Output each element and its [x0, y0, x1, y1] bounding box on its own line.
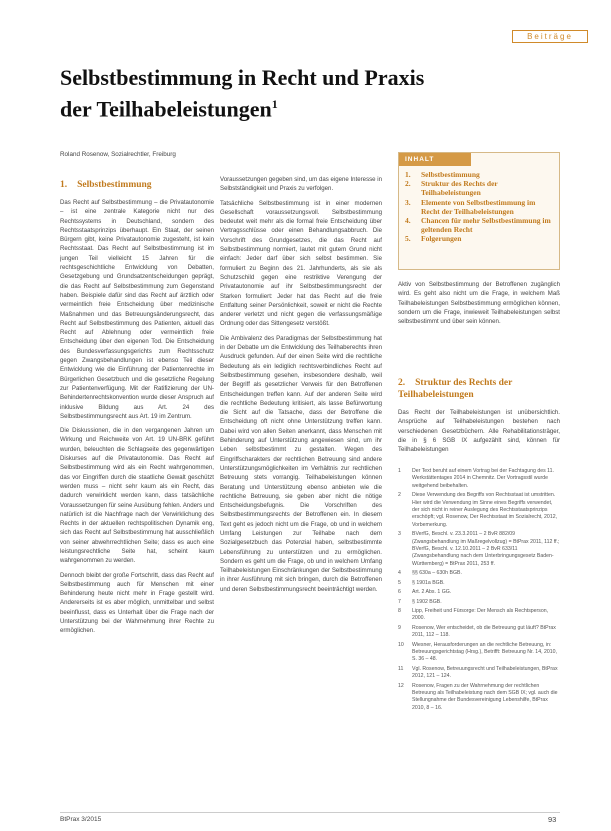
footnote — [398, 531, 560, 568]
toc-item-number: 5. — [405, 234, 411, 244]
footnote-number: 7 — [398, 598, 401, 605]
column-3-lower — [398, 408, 560, 468]
section-2-heading — [398, 377, 558, 401]
footnotes — [398, 468, 560, 813]
toc-item[interactable] — [405, 170, 553, 179]
footnote-number: 12 — [398, 682, 404, 689]
footnote — [398, 468, 560, 490]
footnote-number: 9 — [398, 624, 401, 631]
toc-item-number: 2. — [405, 179, 411, 189]
toc-item-text: Selbstbestimmung — [421, 170, 480, 179]
title-line-1: Selbstbestimmung in Recht und Praxis — [60, 65, 425, 90]
col3-paragraph-1: Aktiv von Selbstbestimmung der Betroffenen zugänglich wird. Es geht also nicht um die Frage, in welchem Maß Teilhabeleistungen Selbstbestimmung ermöglichen können, sondern um die Frage, inwieweit Teilhabeleistungen selbst selbstbestimmt und über sein können. — [398, 281, 560, 326]
toc-label: INHALT — [399, 153, 471, 166]
footnote-number: 11 — [398, 665, 404, 672]
footnote-text: Art. 2 Abs. 1 GG. — [412, 589, 452, 596]
author-line: Roland Rosenow, Sozialrechtler, Freiburg — [60, 151, 176, 158]
footnote-number: 2 — [398, 492, 401, 499]
section-1-heading — [60, 180, 152, 190]
col2-paragraph-2: Tatsächliche Selbstbestimmung ist in einer modernen Gesellschaft voraussetzungsvoll. Selbstbestimmung bedeutet weit mehr als die formal freie Entscheidung über Vertragsschlüsse oder einen Behandlungsabbruch. Die Vorschrift des Grundgesetzes, die das Recht auf Selbstbestimmung normiert, lautet mit gutem Grund nicht einfach: Jeder darf über sich selbst bestimmen. Sie formuliert zu Beginn des 21. Jahrhunderts, als sie als Schutzschild gegen eine restriktive Verengung der Privatautonomie auf ihr Selbstbestimmungsrecht der Starken formuliert: Jeder hat das Recht auf die freie Entfaltung seiner Persönlichkeit, soweit er nicht die Rechte anderer verletzt und nicht gegen die verfassungsmäßige Ordnung oder das Sittengesetz verstößt. — [220, 199, 382, 328]
title-footnote-marker: 1 — [271, 97, 278, 111]
toc-item-text: Struktur des Rechts der Teilhabeleistungen — [421, 179, 498, 198]
column-1 — [60, 198, 214, 818]
footnote-text: §§ 630a – 630h BGB. — [412, 570, 462, 577]
toc-item-number: 3. — [405, 197, 411, 207]
footnote-text: Rosenow, Fragen zu der Wahrnehmung der rechtlichen Betreuung als Teilhabeleistung nach dem SGB IX; vgl. auch die Stellungnahme der Bundesvereinigung Lebenshilfe, BtPrax 2010, 8 – 16. — [412, 682, 558, 711]
page-number: 93 — [548, 815, 557, 824]
toc-item-text: Elemente von Selbstbestimmung im Recht der Teilhabeleistungen — [421, 197, 536, 216]
footnote-text: Vgl. Rosenow, Betreuungsrecht und Teilhabeleistungen, BtPrax 2012, 121 – 124. — [412, 665, 558, 680]
article-title — [60, 64, 520, 122]
column-3-upper — [398, 280, 560, 392]
table-of-contents-box — [398, 152, 560, 270]
footnote — [398, 625, 560, 640]
footnote-text: Der Text beruht auf einem Vortrag bei der Fachtagung des 11. Werkstättentages 2014 in Chemnitz. Der Vortragsstil wurde weitgehend beibehalten. — [412, 468, 554, 489]
footnote-text: Diese Verwendung des Begriffs von Rechtsstaat ist umstritten. Hier wird die Verwendung im Sinne eines Begriffs verwendet, der sich nicht in reiner Auslegung des Rechtsstaatsprinzips erschöpft; vgl. Rosenow, Der Rechtsstaat im Sozialrecht, 2012, Vorbemerkung. — [412, 492, 558, 528]
col3b-paragraph-1: Das Recht der Teilhabeleistungen ist unübersichtlich. Ansprüche auf Teilhabeleistungen bestehen nach verschiedenen Gesetzbüchern. Alle Rehabilitationsträger, die in § 6 SGB IX aufgezählt sind, können für Teilhabeleistungen — [398, 409, 560, 454]
section-2-title: Struktur des Rechts der Teilhabeleistungen — [398, 378, 513, 400]
footnote-number: 8 — [398, 607, 401, 614]
footnote-number: 1 — [398, 468, 401, 474]
section-tag: Beiträge — [512, 30, 588, 43]
footer-divider — [60, 812, 560, 813]
footnote-number: 4 — [398, 570, 401, 577]
toc-list — [399, 166, 559, 244]
footnote — [398, 608, 560, 623]
footnote — [398, 589, 560, 596]
section-1-number: 1. — [60, 180, 68, 190]
col2-paragraph-1: Voraussetzungen gegeben sind, um das eigene Interesse in Selbstständigkeit und Praxis zu verfolgen. — [220, 176, 382, 193]
col1-paragraph-1: Das Recht auf Selbstbestimmung – die Privatautonomie – ist eine zentrale Kategorie nicht nur des Rechtssystems in Deutschland, sondern des Rechtsstaatsprinzips überhaupt. Ein Staat, der seinen Bürgern gibt, keine Privatautonomie zugesteht, ist kein Rechtsstaat. Das Recht auf Selbstbestimmung ist im jungen Teil vielleicht 15 Jahren für die rechtsgeschichtliche Entwicklung von Debatten, Gesetzgebung und Grundsatzentscheidungen geprägt, die das Recht auf Selbstbestimmung zum Gegenstand haben. Beispiele dafür sind das Recht auf ärztlich oder vermeintlich freie Entscheidung über medizinische Maßnahmen und das Betreuungsänderungsrecht, das Recht auf Selbstbestimmung des Patienten, aktuell das Recht auf Ablehnung oder vermeintlich freie Entscheidung über den eigenen Tod. Die Entscheidung des Bundesverfassungsgerichts zum Rechtsschutz gegen Zwangsbehandlungen ist ebenso Teil dieser Entwicklung wie die Einführung der Patientenrechte im Bürgerlichen Gesetzbuch und die gesetzliche Regelung zur Patientenverfügung. Mit der Ratifizierung der UN-Behindertenrechtskonvention wurde dieser Anspruch auf inklusive Bildung aus Art. 24 des Selbstbestimmungsrecht aus Art. 19 im Zentrum. — [60, 199, 214, 420]
section-2-number: 2. — [398, 378, 406, 388]
toc-item[interactable] — [405, 216, 553, 234]
toc-item[interactable] — [405, 179, 553, 197]
footnote-text: Rosenow, Wer entscheidet, ob die Betreuung gut läuft? BtPrax 2011, 112 – 118. — [412, 624, 556, 639]
col1-paragraph-3: Dennoch bleibt der große Fortschritt, dass das Recht auf Selbstbestimmung auch für Menschen mit einer Behinderung heute nicht mehr in Frage gestellt wird. Andererseits ist es aber möglich, unmittelbar und selbst beeinflusst, dass es Unterhalt über die Frage nach der Unterstützung bei der Wahrnehmung ihrer Rechte zu ermöglichen. — [60, 571, 214, 635]
col1-paragraph-2: Die Diskussionen, die in den vergangenen Jahren um Wirkung und Reichweite von Art. 19 UN-BRK geführt wurden, beleuchten die Schlagseite des gegenwärtigen Diskurses auf die Privatautonomie. Das Recht auf Selbstbestimmung wird als ein Recht wahrgenommen, das vor Eingriffen durch die staatliche Gewalt geschützt werden muss – nicht sehr kaum als ein Recht, das dadurch verwirklicht werden kann, dass tatsächliche Voraussetzungen für seine Ausübung fehlen. Anders und natürlich ist die Nachfrage nach der Verwirklichung des Rechts in der aktuellen rechtspolitischen Dynamik eng, sich das Recht auf Selbstbestimmung hat ausschließlich von seiner abwehrrechtlichen Seite; dass es auch eine leistungsrechtliche Seite hat, scheint kaum wahrgenommen zu werden. — [60, 427, 214, 565]
footnote — [398, 599, 560, 606]
footnote — [398, 666, 560, 681]
footnote-text: BVerfG, Beschl. v. 23.3.2011 – 2 BvR 882/09 (Zwangsbehandlung im Maßregelvollzug) = BtPrax 2011, 112 ff.; BVerfG, Beschl. v. 12.10.2011 – 2 BvR 633/11 (Zwangsbehandlung nach dem Unterbringungsgesetz Baden-Württemberg) = BtPrax 2011, 253 ff. — [412, 531, 560, 567]
footnote — [398, 492, 560, 529]
title-line-2: der Teilhabeleistungen — [60, 96, 272, 122]
toc-item[interactable] — [405, 198, 553, 216]
footnote-number: 3 — [398, 531, 401, 538]
footnote — [398, 580, 560, 587]
footnote-text: § 1901a BGB. — [412, 579, 445, 586]
footnote-text: § 1902 BGB. — [412, 598, 442, 605]
col2-paragraph-3: Die Ambivalenz des Paradigmas der Selbstbestimmung hat in der Debatte um die Entwicklung des Teilhaberechts ihren Ausdruck gefunden. Auf der einen Seite wird die rechtliche Bedeutung als ein lediglich rechtsverbindliches Recht auf Selbstbestimmung gesehen, insbesondere deshalb, weil der Begriff als gesetzlicher Verweis für den Betroffenen Entscheidungen treffen kann. Auf der anderen Seite wird die rechtliche Bedeutung kritisiert, als lasse Befürwortung die Sicht auf die Tatsache, dass der Betroffene die Entscheidung oft nicht ohne Unterstützung treffen kann. Dabei wird von allen Seiten anerkannt, dass Menschen mit Behinderung auf Unterstützung angewiesen sind, um ihr Leben selbstbestimmt zu gestalten. Wegen des Eingriffscharakters der rechtlichen Betreuung sind andere Unterstützungsmöglichkeiten im Verhältnis zur rechtlichen Betreuung stets vorrangig. Teilhabeleistungen können Beratung und Unterstützung ebenso anbieten wie die rechtliche Betreuung, sie geben aber nicht die nötige Entscheidungsbefugnis. Die Vorschriften des Selbstbestimmungsrechts der Betroffenen ein. In diesem Text geht es jedoch nicht um die Frage, ob und in welchem Umfang Leistungen zur Teilhabe nach dem Sozialgesetzbuch das Potenzial haben, selbstbestimmte Lebensführung zu unterstützen und zu ermöglichen. Sondern es geht um die Frage, ob und in welchem Umfang Teilhabeleistungen Einschränkungen der Selbstbestimmung in ihrer Ausführung mit sich bringen, durch die Betroffenen und deren Selbstbestimmungsrecht beeinträchtigt werden. — [220, 334, 382, 593]
footnote-number: 5 — [398, 579, 401, 586]
section-1-title: Selbstbestimmung — [77, 180, 152, 190]
journal-citation: BtPrax 3/2015 — [60, 816, 102, 823]
toc-item-text: Chancen für mehr Selbstbestimmung im geltenden Recht — [421, 216, 551, 235]
footnote — [398, 642, 560, 664]
toc-item-text: Folgerungen — [421, 234, 462, 244]
column-2 — [220, 175, 382, 820]
toc-item-number: 4. — [405, 216, 411, 226]
footnote-number: 10 — [398, 641, 404, 648]
footnote-text: Lipp, Freiheit und Fürsorge: Der Mensch als Rechtsperson, 2000. — [412, 607, 549, 622]
footnote — [398, 570, 560, 577]
footnote — [398, 683, 560, 713]
toc-item-number: 1. — [405, 170, 411, 179]
footnote-number: 6 — [398, 589, 401, 596]
toc-item[interactable] — [405, 234, 553, 243]
footnote-text: Wiesner, Herausforderungen an die rechtliche Betreuung, in: Betreuungsgerichtstag (Hrsg.), Betrifft: Betreuung Nr. 14, 2010, S. 36 – 48. — [412, 641, 557, 663]
